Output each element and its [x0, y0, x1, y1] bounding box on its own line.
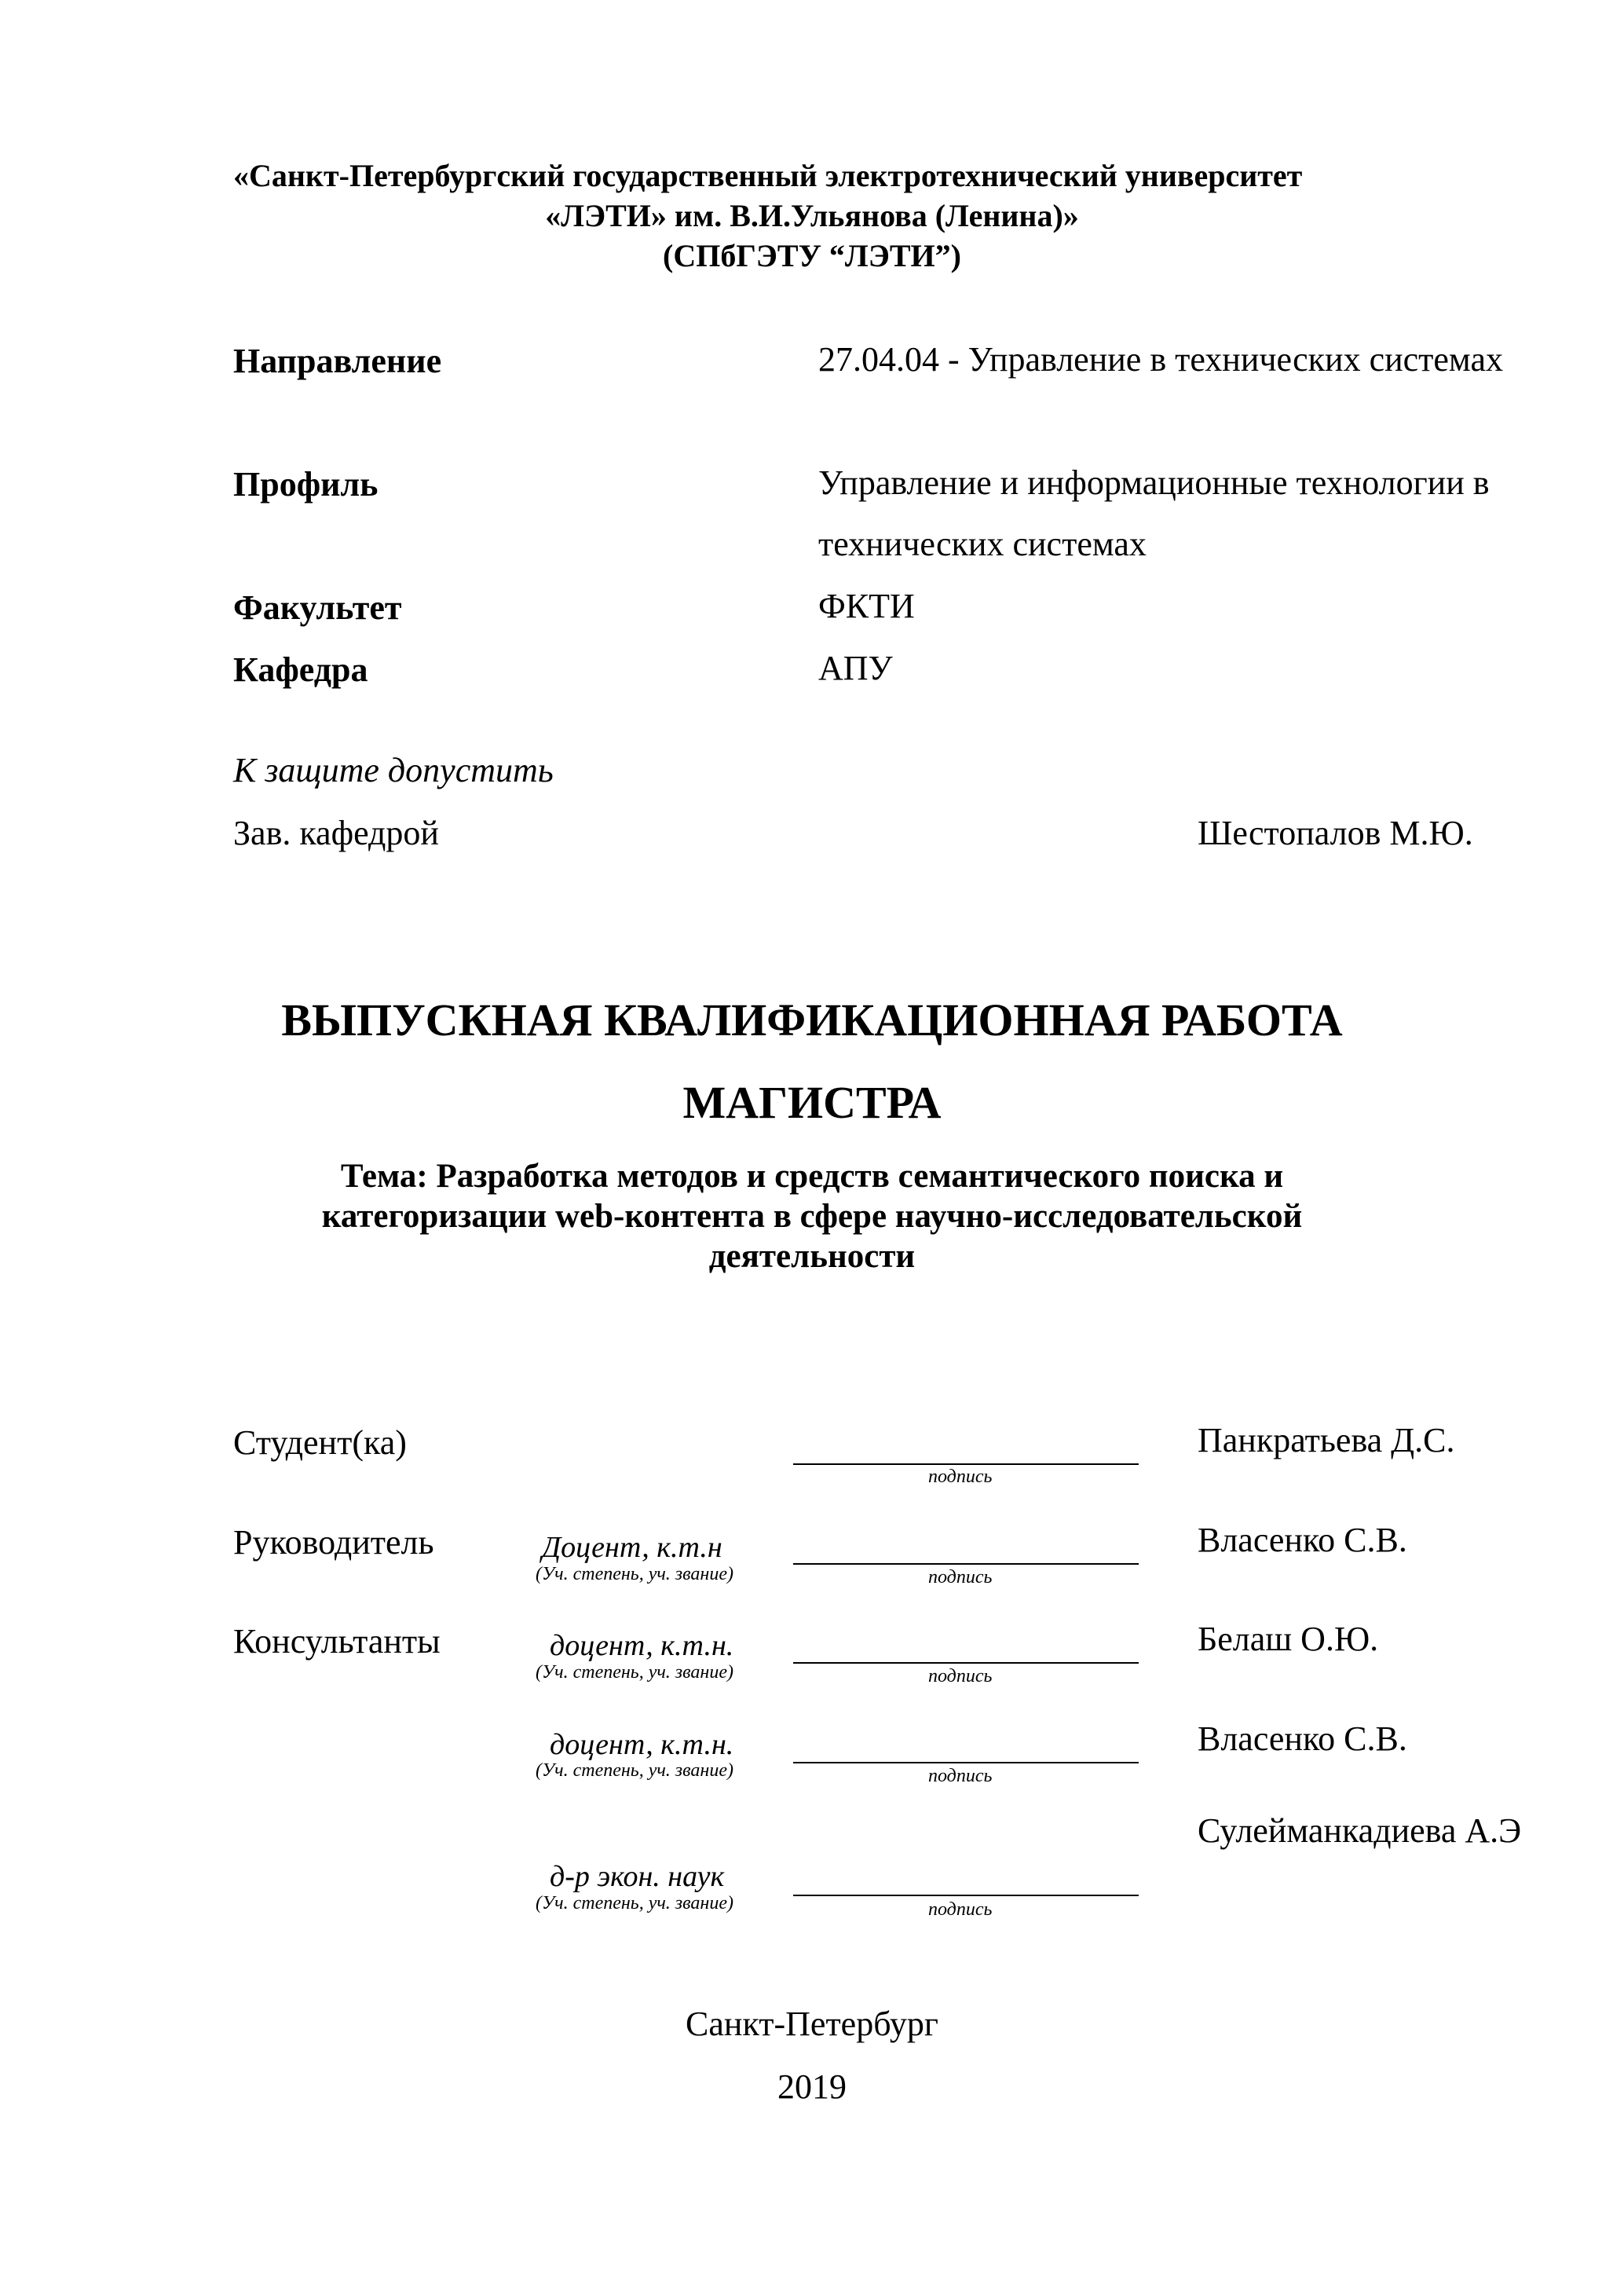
supervisor-signature-caption: подпись — [928, 1567, 993, 1587]
admit-to-defense: К защите допустить — [233, 751, 554, 789]
consultant3-rank-note: (Уч. степень, уч. звание) — [536, 1893, 733, 1913]
direction-value: 27.04.04 - Управление в технических системах — [818, 340, 1504, 379]
supervisor-rank-note: (Уч. степень, уч. звание) — [536, 1564, 733, 1584]
document-title-line1: ВЫПУСКНАЯ КВАЛИФИКАЦИОННАЯ РАБОТА — [281, 994, 1343, 1045]
department-value: АПУ — [818, 649, 893, 687]
consultant2-name: Власенко С.В. — [1198, 1719, 1407, 1758]
consultant3-signature-caption: подпись — [928, 1899, 993, 1920]
university-name-line2: «ЛЭТИ» им. В.И.Ульянова (Ленина)» — [545, 198, 1079, 233]
university-name-line1: «Санкт-Петербургский государственный электротехнический университет — [233, 158, 1303, 193]
head-of-department-label: Зав. кафедрой — [233, 814, 439, 852]
consultant3-signature-line — [793, 1895, 1139, 1896]
supervisor-name: Власенко С.В. — [1198, 1521, 1407, 1559]
consultant1-rank-note: (Уч. степень, уч. звание) — [536, 1662, 733, 1683]
city: Санкт-Петербург — [686, 2005, 938, 2043]
consultant1-name: Белаш О.Ю. — [1198, 1620, 1379, 1658]
consultant3-rank: д-р экон. наук — [550, 1860, 725, 1893]
consultant1-signature-line — [793, 1662, 1139, 1664]
faculty-label: Факультет — [233, 588, 402, 627]
student-role: Студент(ка) — [233, 1423, 407, 1462]
supervisor-signature-line — [793, 1563, 1139, 1565]
consultant2-rank-note: (Уч. степень, уч. звание) — [536, 1760, 733, 1781]
direction-label: Направление — [233, 342, 442, 380]
head-of-department-name: Шестопалов М.Ю. — [1198, 814, 1473, 852]
consultant2-rank: доцент, к.т.н. — [550, 1728, 734, 1761]
profile-label: Профиль — [233, 465, 379, 504]
document-title-line2: МАГИСТРА — [682, 1077, 942, 1128]
student-signature-caption: подпись — [928, 1467, 993, 1487]
consultant3-name: Сулейманкадиева А.Э — [1198, 1811, 1522, 1850]
consultant2-signature-line — [793, 1762, 1139, 1763]
student-signature-line — [793, 1463, 1139, 1465]
supervisor-rank: Доцент, к.т.н — [542, 1531, 722, 1564]
topic-line1: Тема: Разработка методов и средств семантического поиска и — [340, 1158, 1284, 1195]
consultant1-signature-caption: подпись — [928, 1666, 993, 1686]
profile-value: Управление и информационные технологии в технических системах — [818, 463, 1490, 563]
supervisor-role: Руководитель — [233, 1523, 434, 1562]
consultant2-signature-caption: подпись — [928, 1766, 993, 1786]
consultant1-rank: доцент, к.т.н. — [550, 1629, 734, 1662]
year: 2019 — [777, 2067, 847, 2106]
consultants-role: Консультанты — [233, 1622, 441, 1661]
topic-line3: деятельности — [708, 1238, 916, 1275]
department-label: Кафедра — [233, 650, 368, 689]
faculty-value: ФКТИ — [818, 587, 915, 625]
university-abbreviation: (СПбГЭТУ “ЛЭТИ”) — [663, 238, 961, 273]
student-name: Панкратьева Д.С. — [1198, 1421, 1455, 1459]
topic-line2: категоризации web-контента в сфере научно-исследовательской — [321, 1198, 1303, 1235]
